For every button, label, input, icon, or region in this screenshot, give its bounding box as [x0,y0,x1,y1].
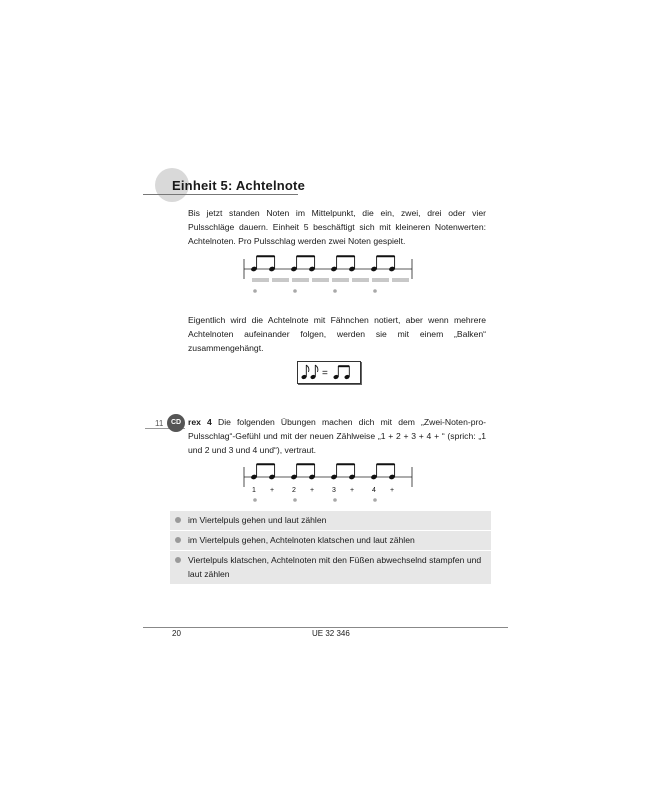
count-label: + [349,487,355,494]
beamed-eighth-pair [333,366,350,380]
count-label: 4 [372,487,376,494]
footer-rule [143,627,508,628]
intro-paragraph: Bis jetzt standen Noten im Mittelpunkt, die ein, zwei, drei oder vier Pulsschläge dauern. Einheit 5 beschäftigt sich mit kleineren Notenwerten: Achtelnoten. Pro Pulsschlag werden zwei Noten gespielt. [188,208,486,246]
pulse-dot [253,289,257,293]
count-label: 3 [332,487,336,494]
task-item [170,530,491,550]
beamed-eighth-pair [370,256,395,272]
unit-heading [172,178,305,193]
count-label: + [389,487,395,494]
exercise-text: Die folgenden Übungen machen dich mit dem „Zwei-Noten-pro-Pulsschlag“-Gefühl und mit der neuen Zählweise „1 + 2 + 3 + 4 + “ (sprich: „1 und 2 und 3 und 4 und“), vertraut. [188,417,487,455]
pulse-dots [253,289,377,293]
rhythm-example-1 [240,253,420,298]
pulse-dot [293,498,297,502]
flag-vs-beam-equation [298,362,360,383]
explanation-paragraph: Eigentlich wird die Achtelnote mit Fähnchen notiert, aber wenn mehrere Achtelnoten aufeinander folgen, werden sie mit einem „Balken“ zusammengehängt. [188,315,486,353]
pulse-bar [252,278,269,282]
pulse-bar [312,278,329,282]
pulse-bar [392,278,409,282]
pulse-bar [332,278,349,282]
page-number: 20 [172,629,181,638]
task-item [170,511,491,530]
count-label: + [269,487,275,494]
exercise-label: rex 4 [188,417,212,427]
pulse-bar [372,278,389,282]
task-text: im Viertelpuls gehen und laut zählen [188,515,327,525]
pulse-bar [352,278,369,282]
task-item [170,550,491,584]
pulse-bar [292,278,309,282]
pulse-bars [252,278,409,282]
beamed-eighth-pair [250,464,275,480]
count-label: 2 [292,487,296,494]
pulse-dot [373,289,377,293]
cd-icon: CD [167,414,185,432]
pulse-dots [253,498,377,502]
exercise-paragraph [188,415,486,457]
flagged-eighth-note [310,365,318,380]
count-label: + [309,487,315,494]
beamed-eighth-pair [250,256,275,272]
beamed-eighth-pair [290,256,315,272]
unit-number: Einheit 5 [172,178,228,193]
task-text: im Viertelpuls gehen, Achtelnoten klatschen und laut zählen [188,535,415,545]
cd-track-number: 11 [155,419,164,428]
task-list [170,511,491,584]
pulse-bar [272,278,289,282]
pulse-dot [253,498,257,502]
pulse-dot [293,289,297,293]
bullet-icon [175,557,181,563]
eighth-note-pairs [250,464,395,480]
count-label: 1 [252,487,256,494]
edition-number: UE 32 346 [312,629,350,638]
rhythm-example-2 [240,461,420,509]
beamed-eighth-pair [330,464,355,480]
task-text: Viertelpuls klatschen, Achtelnoten mit den Füßen abwechselnd stampfen und laut zählen [188,555,482,579]
unit-colon: : [227,178,233,193]
bullet-icon [175,517,181,523]
beamed-eighth-pair [290,464,315,480]
pulse-dot [333,498,337,502]
count-labels [252,487,394,494]
pulse-dot [333,289,337,293]
eighth-note-pairs [250,256,395,272]
unit-title: Achtelnote [232,178,306,193]
heading-rule [143,194,298,195]
equals-sign: = [322,368,328,379]
beamed-eighth-pair [370,464,395,480]
bullet-icon [175,537,181,543]
flagged-eighth-note [301,365,309,380]
notation-equation-box [297,361,361,384]
beamed-eighth-pair [330,256,355,272]
pulse-dot [373,498,377,502]
